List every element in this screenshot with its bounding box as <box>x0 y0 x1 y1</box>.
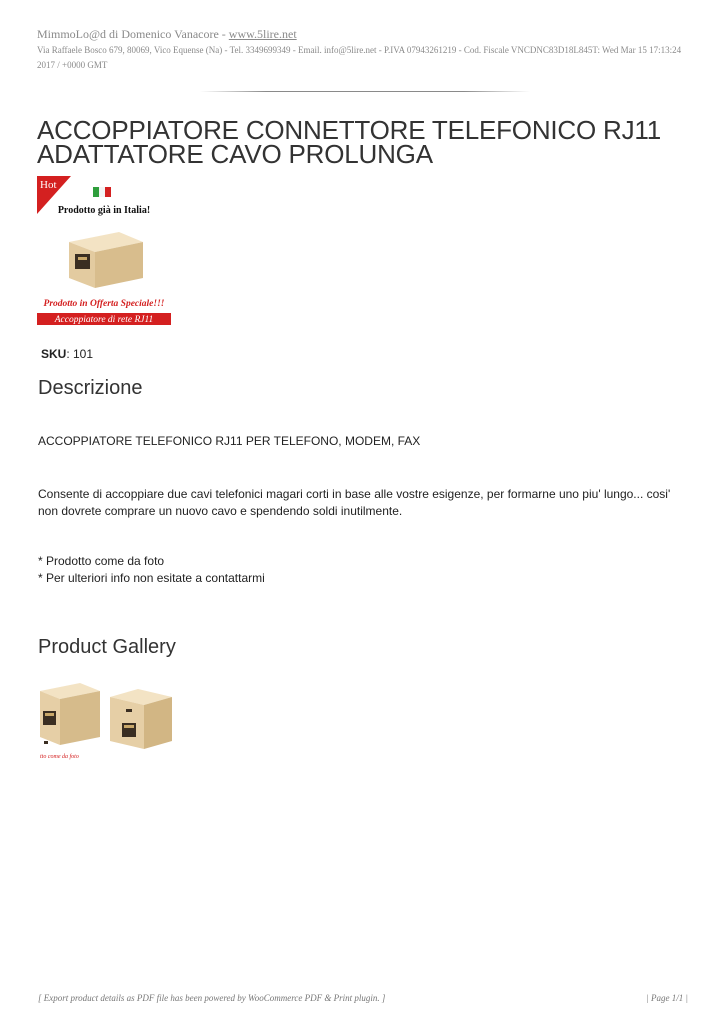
bullet-1: * Prodotto come da foto <box>38 554 165 568</box>
coupler-side-view <box>110 689 172 749</box>
description-line-2: Consente di accoppiare due cavi telefonici magari corti in base alle vostre esigenze, per formarne uno piu' lungo... cosi' non dovrete comprare un nuovo cavo e spendendo soldi inutilmente. <box>38 487 671 518</box>
banner-made-in-italy: Prodotto già in Italia! <box>57 205 151 216</box>
sku-value: : 101 <box>66 347 94 361</box>
gallery-image[interactable] <box>38 675 175 760</box>
site-name-line <box>37 27 697 42</box>
product-image[interactable] <box>37 176 171 326</box>
image-caption: Accoppiatore di rete RJ11 <box>54 315 154 325</box>
address-line: Via Raffaele Bosco 679, 80069, Vico Equense (Na) - Tel. 3349699349 - Email. info@5lire.net - P.IVA 07943261219 - Cod. Fiscale VNCDNC83D18L845T: Wed Mar 15 17:13:24 2017 / +0000 GMT <box>37 45 682 70</box>
document-footer <box>38 993 688 1003</box>
coupler-illustration <box>69 232 143 288</box>
sku-line <box>41 347 93 361</box>
coupler-front-view <box>40 683 100 745</box>
product-photo <box>37 176 171 326</box>
document-header <box>37 27 697 73</box>
italian-flag-icon <box>93 187 111 197</box>
description-bullets <box>38 553 688 587</box>
site-link[interactable]: www.5lire.net <box>228 27 297 41</box>
sku-label: SKU <box>41 347 67 361</box>
product-title: ACCOPPIATORE CONNETTORE TELEFONICO RJ11 ADATTATORE CAVO PROLUNGA <box>37 115 662 169</box>
offer-text: Prodotto in Offerta Speciale!!! <box>43 299 165 309</box>
bullet-2: * Per ulteriori info non esitate a contattarmi <box>38 571 265 585</box>
page-number: | Page 1/1 | <box>646 993 688 1003</box>
hot-badge: Hot <box>40 179 57 191</box>
header-divider <box>200 91 530 92</box>
footer-credit: [ Export product details as PDF file has been powered by WooCommerce PDF & Print plugin. ] <box>38 993 386 1003</box>
description-line-1: ACCOPPIATORE TELEFONICO RJ11 PER TELEFONO, MODEM, FAX <box>38 434 421 448</box>
gallery-photo <box>38 675 175 760</box>
gallery-heading: Product Gallery <box>38 636 176 658</box>
gallery-caption: tto come da foto <box>40 754 79 760</box>
description-heading: Descrizione <box>38 377 143 399</box>
site-name: MimmoLo@d di Domenico Vanacore - <box>37 27 229 41</box>
